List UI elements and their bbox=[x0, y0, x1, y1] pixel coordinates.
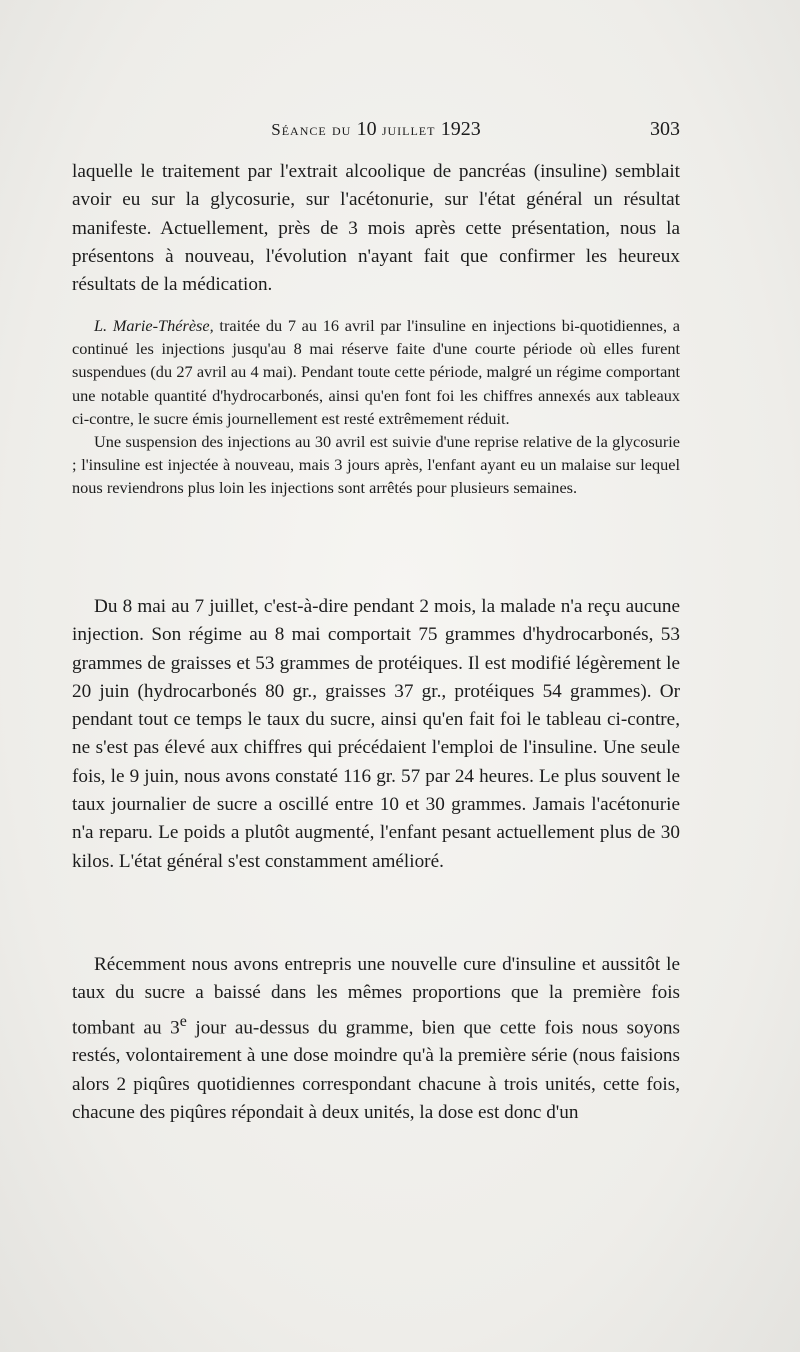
paragraph-text-start: Récemment nous avons entrepris une nouvelle cure d'insuline et aussitôt le taux du sucre a baissé dans les mêmes proportions que la première fois tombant au 3 bbox=[72, 954, 680, 1038]
case-paragraph-1 bbox=[72, 314, 680, 430]
paragraph-text bbox=[72, 951, 680, 1127]
paragraph-text: laquelle le traitement par l'extrait alcoolique de pancréas (insuline) semblait avoir eu sur la glycosurie, sur l'acétonurie, sur l'état général un résultat manifeste. Actuellement, près de 3 mois après cette présentation, nous la présentons à nouveau, l'évolution n'ayant fait que confirmer les heureux résultats de la médication. bbox=[72, 161, 680, 296]
paragraph-text: Du 8 mai au 7 juillet, c'est-à-dire pendant 2 mois, la malade n'a reçu aucune injection. Son régime au 8 mai comportait 75 grammes d'hydrocarbonés, 53 grammes de graisses et 53 grammes de protéiques. Il est modifié légèrement le 20 juin (hydrocarbonés 80 gr., graisses 37 gr., protéiques 54 grammes). Or pendant tout ce temps le taux du sucre, ainsi qu'en fait foi le tableau ci-contre, ne s'est pas élevé aux chiffres qui précédaient l'emploi de l'insuline. Une seule fois, le 9 juin, nous avons constaté 116 gr. 57 par 24 heures. Le plus souvent le taux journalier de sucre a oscillé entre 10 et 30 grammes. Jamais l'acétonurie n'a reparu. Le poids a plutôt augmenté, l'enfant pesant actuellement plus de 30 kilos. L'état général s'est constamment amélioré. bbox=[72, 596, 680, 872]
running-title-year: 1923 bbox=[440, 118, 481, 140]
paragraph-text-end: jour au-dessus du gramme, bien que cette fois nous soyons restés, volontairement à une dose moindre qu'à la première série (nous faisions alors 2 piqûres quotidiennes correspondant chacune à trois unités, cette fois, chacune des piqûres répondait à deux unités, la dose est donc d'un bbox=[72, 1016, 680, 1123]
paragraph-followup bbox=[72, 593, 680, 876]
running-title-month: juillet bbox=[381, 120, 436, 139]
case-paragraph-1-text: traitée du 7 au 16 avril par l'insuline en injections bi-quotidiennes, a continué les injections jusqu'au 8 mai réserve faite d'une courte période où elles furent suspendues (du 27 avril au 4 mai). Pendant toute cette période, malgré un régime comportant une notable quantité d'hydrocarbonés, ainsi qu'en font foi les chiffres annexés aux tableaux ci-contre, le sucre émis journellement est resté extrêmement réduit. bbox=[72, 316, 680, 428]
patient-name: L. Marie-Thérèse, bbox=[94, 316, 214, 335]
case-report-block bbox=[72, 314, 680, 500]
page-number: 303 bbox=[650, 118, 680, 140]
paragraph-intro bbox=[72, 158, 680, 299]
case-paragraph-2: Une suspension des injections au 30 avril est suivie d'une reprise relative de la glycosurie ; l'insuline est injectée à nouveau, mais 3 jours après, l'enfant ayant eu un malaise sur lequel nous reviendrons plus loin les injections sont arrêtés pour plusieurs semaines. bbox=[72, 432, 680, 498]
ordinal-suffix: e bbox=[179, 1012, 187, 1030]
paragraph-new-cure bbox=[72, 951, 680, 1127]
page-header bbox=[72, 118, 680, 148]
running-title-day: 10 bbox=[356, 118, 377, 140]
running-title-prefix: Séance du bbox=[271, 120, 352, 139]
running-title bbox=[72, 118, 680, 141]
